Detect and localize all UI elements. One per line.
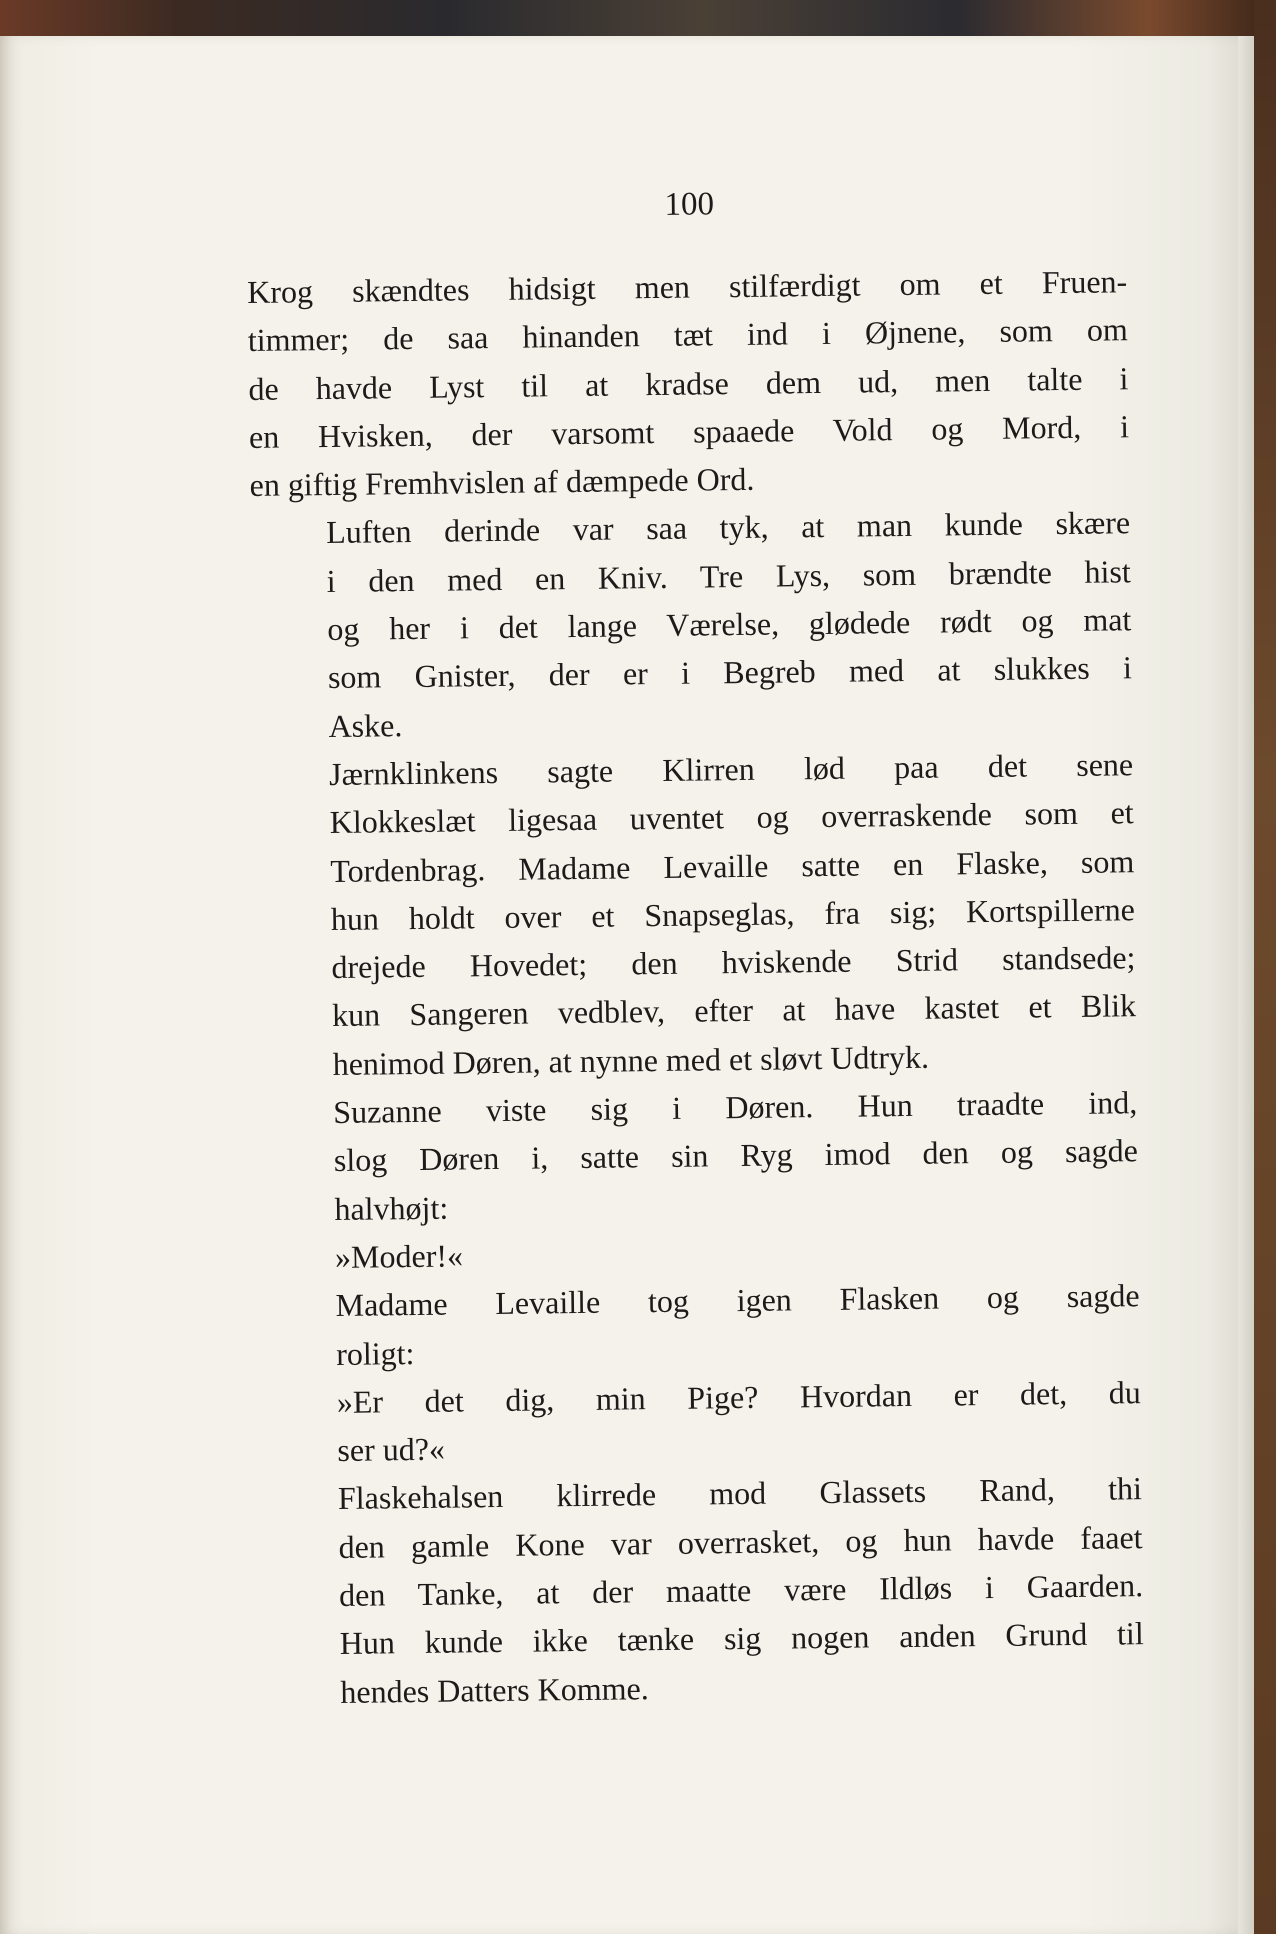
text-line: Flaskehalsen klirrede mod Glassets Rand, thi: [337, 1470, 1143, 1517]
text-line: Jærnklinkens sagte Klirren lød paa det sene: [328, 746, 1134, 792]
text-line: Krog skændtes hidsigt men stilfærdigt om et Fruen-: [247, 263, 1128, 310]
text-line: halvhøjt:: [334, 1189, 449, 1227]
text-line: roligt:: [336, 1334, 415, 1372]
text-line: Klokkeslæt ligesaa uventet og overraskende som et: [329, 794, 1134, 841]
body-text: [247, 257, 1145, 1717]
text-line: Madame Levaille tog igen Flasken og sagde: [335, 1277, 1140, 1324]
text-line: ser ud?«: [337, 1430, 446, 1469]
text-line: i den med en Kniv. Tre Lys, som brændte hist: [326, 553, 1131, 599]
paragraph: [261, 1368, 1142, 1475]
text-line: som Gnister, der er i Begreb med at slukkes i: [327, 649, 1133, 696]
text-line: Aske.: [328, 706, 403, 744]
text-line: timmer; de saa hinanden tæt ind i Øjnene, som om: [247, 311, 1128, 359]
paragraph: [247, 257, 1130, 509]
text-line: hendes Datters Komme.: [340, 1669, 649, 1710]
text-line: Tordenbrag. Madame Levaille satte en Flaske, som: [330, 842, 1135, 889]
paragraph: [262, 1465, 1145, 1717]
text-line: henimod Døren, at nynne med et sløvt Udtryk.: [332, 1038, 930, 1082]
paragraph: [259, 1271, 1140, 1378]
text-line: og her i det lange Værelse, glødede rødt og mat: [327, 601, 1132, 648]
text-line: drejede Hovedet; den hviskende Strid standsede;: [331, 939, 1136, 986]
page-number: 100: [664, 186, 715, 223]
text-line: »Er det dig, min Pige? Hvordan er det, du: [336, 1373, 1141, 1420]
paragraph: [257, 1078, 1139, 1234]
paragraph: [253, 740, 1137, 1089]
text-line: Hun kunde ikke tænke sig nogen anden Grund til: [339, 1615, 1144, 1662]
text-line: den gamle Kone var overrasket, og hun havde faaet: [338, 1518, 1143, 1565]
paragraph: [250, 499, 1133, 751]
book-cover-right-edge: [1254, 0, 1276, 1934]
text-line: slog Døren i, satte sin Ryg imod den og sagde: [333, 1132, 1139, 1179]
text-line: kun Sangeren vedblev, efter at have kastet et Blik: [331, 987, 1137, 1034]
text-line: den Tanke, at der maatte være Ildløs i Gaarden.: [338, 1567, 1144, 1613]
page-text-block: [246, 179, 1145, 1717]
text-line: en giftig Fremhvislen af dæmpede Ord.: [249, 460, 755, 504]
text-line: de havde Lyst til at kradse dem ud, men talte i: [248, 359, 1129, 407]
text-line: Suzanne viste sig i Døren. Hun traadte ind,: [333, 1084, 1138, 1131]
text-line: »Moder!«: [334, 1237, 464, 1275]
text-line: en Hvisken, der varsomt spaaede Vold og Mord, i: [248, 408, 1130, 455]
text-line: hun holdt over et Snapseglas, fra sig; Kortspillerne: [330, 891, 1136, 937]
text-line: Luften derinde var saa tyk, at man kunde skære: [325, 504, 1131, 551]
